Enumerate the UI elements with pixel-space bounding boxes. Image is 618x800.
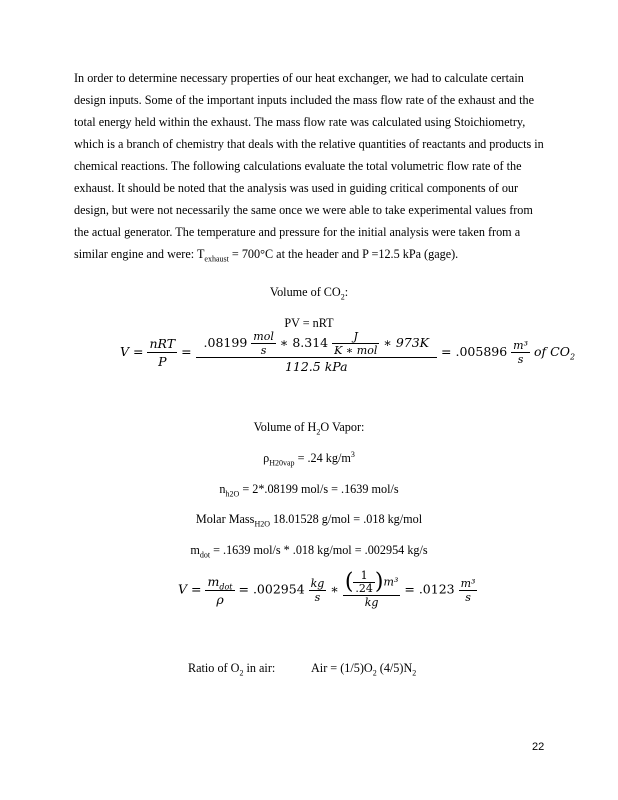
paragraph-line: the actual generator. The temperature and pressure for the initial analysis were taken from a (74, 225, 521, 239)
body-paragraph (74, 67, 554, 265)
air-composition: Air = $(1/5)O_2$ $(4/5)N_2$ (311, 661, 417, 678)
h2o-heading: Volume of $H_2O$ Vapor: (253, 420, 365, 437)
co2-heading: Volume of $CO_2$: (269, 285, 349, 302)
paragraph-line-last: similar engine and were: $T_{exhaust} = 700^\circ C$ at the header and P =12.5 kPa (gage). (74, 247, 459, 264)
h2o-volume-equation: V = $\frac{m_{dot}}{\rho}$ = .002954 $\frac{kg}{s}$ ∗ ( $\frac{1}{.24}$ )m³ kg = .0123 $\frac{\text{m³}}{s}$ (178, 569, 476, 609)
h2o-mass-flow: $m_{dot} = .1639$ mol/s * .018 kg/mol = .002954 kg/s (190, 543, 428, 560)
paragraph-line: In order to determine necessary properties of our heat exchanger, we had to calculate certain (74, 71, 524, 85)
page-number: 22 (532, 741, 545, 753)
h2o-moles: $n_{h2O} = 2*.08199$ mol/s = .1639 mol/s (219, 482, 399, 499)
h2o-molar-mass: Molar Mass$_{H2O}$ 18.01528 g/mol = .018 kg/mol (195, 512, 423, 529)
ideal-gas-law: PV = nRT (284, 316, 334, 330)
paragraph-line: which is a branch of chemistry that deals with the relative quantities of reactants and products in (74, 137, 544, 151)
h2o-density: $\rho_{H20vap} = .24$ $kg/m^3$ (263, 449, 355, 468)
paragraph-line: chemical reactions. The following calculations evaluate the total volumetric flow rate of the (74, 159, 522, 173)
co2-volume-equation: V = $\frac{\text{nRT}}{P}$ = .08199 $\frac{\text{mol}}{s}$ ∗ 8.314 $\frac{J}{\text{K ∗ mol}}$ ∗ 973K 112.5 kPa = .005896 $\frac{\text{m³}}{s}$ of $CO_2$ (120, 330, 576, 374)
paragraph-line: total energy held within the exhaust. The mass flow rate was calculated using Stoichiometry, (74, 115, 526, 129)
paragraph-line: exhaust. It should be noted that the analysis was used in guiding critical components of our (74, 181, 519, 195)
paragraph-line: design inputs. Some of the important inputs included the mass flow rate of the exhaust and the (74, 93, 534, 107)
oxygen-ratio-label: Ratio of $O_2$ in air: (188, 661, 276, 678)
paragraph-line: design, but were not necessarily the same once we were able to take experimental values from (74, 203, 533, 217)
